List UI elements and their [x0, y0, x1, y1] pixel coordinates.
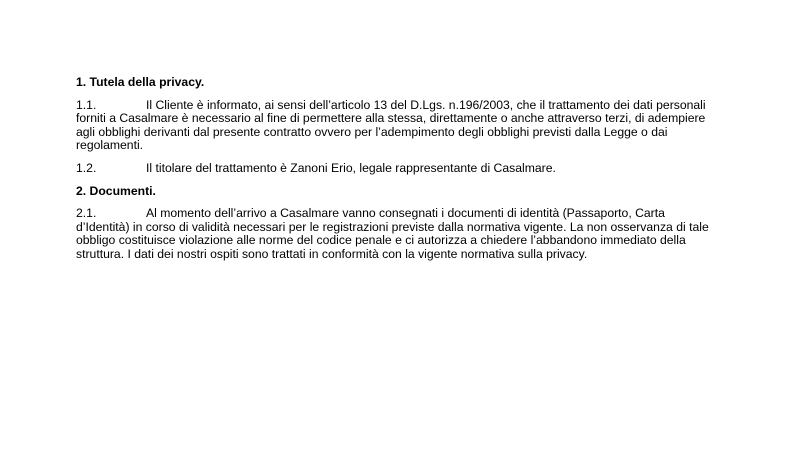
paragraph-1-2 [76, 162, 716, 176]
section-title-documenti: 2. Documenti. [76, 183, 156, 198]
paragraph-number: 1.1. [76, 97, 97, 112]
paragraph-text: Il Cliente è informato, ai sensi dell’articolo 13 del D.Lgs. n.196/2003, che il trattamento dei dati personali forniti a Casalmare è necessario al fine di permettere alla stessa, direttamente o anche attraverso terzi, di adempiere agli obblighi derivanti dal presente contratto ovvero per l’adempimento degli obblighi previsti dalla Legge o dai regolamenti. [76, 97, 706, 153]
paragraph-number: 1.2. [76, 160, 97, 175]
document-body [76, 76, 716, 262]
paragraph-text: Al momento dell’arrivo a Casalmare vanno consegnati i documenti di identità (Passaporto, Carta d’Identità) in corso di validità necessari per le registrazioni previste dalla normativa vigente. La non osservanza di tale obbligo costituisce violazione alle norme del codice penale e ci autorizza a chiedere l’abbandono immediato della struttura. I dati dei nostri ospiti sono trattati in conformità con la vigente normativa sulla privacy. [76, 206, 709, 261]
paragraph-1-1 [76, 99, 716, 153]
paragraph-2-1 [76, 207, 716, 261]
paragraph-number: 2.1. [76, 206, 97, 221]
paragraph-text: Il titolare del trattamento è Zanoni Erio, legale rappresentante di Casalmare. [146, 160, 556, 175]
section-title-privacy: 1. Tutela della privacy. [76, 75, 205, 89]
